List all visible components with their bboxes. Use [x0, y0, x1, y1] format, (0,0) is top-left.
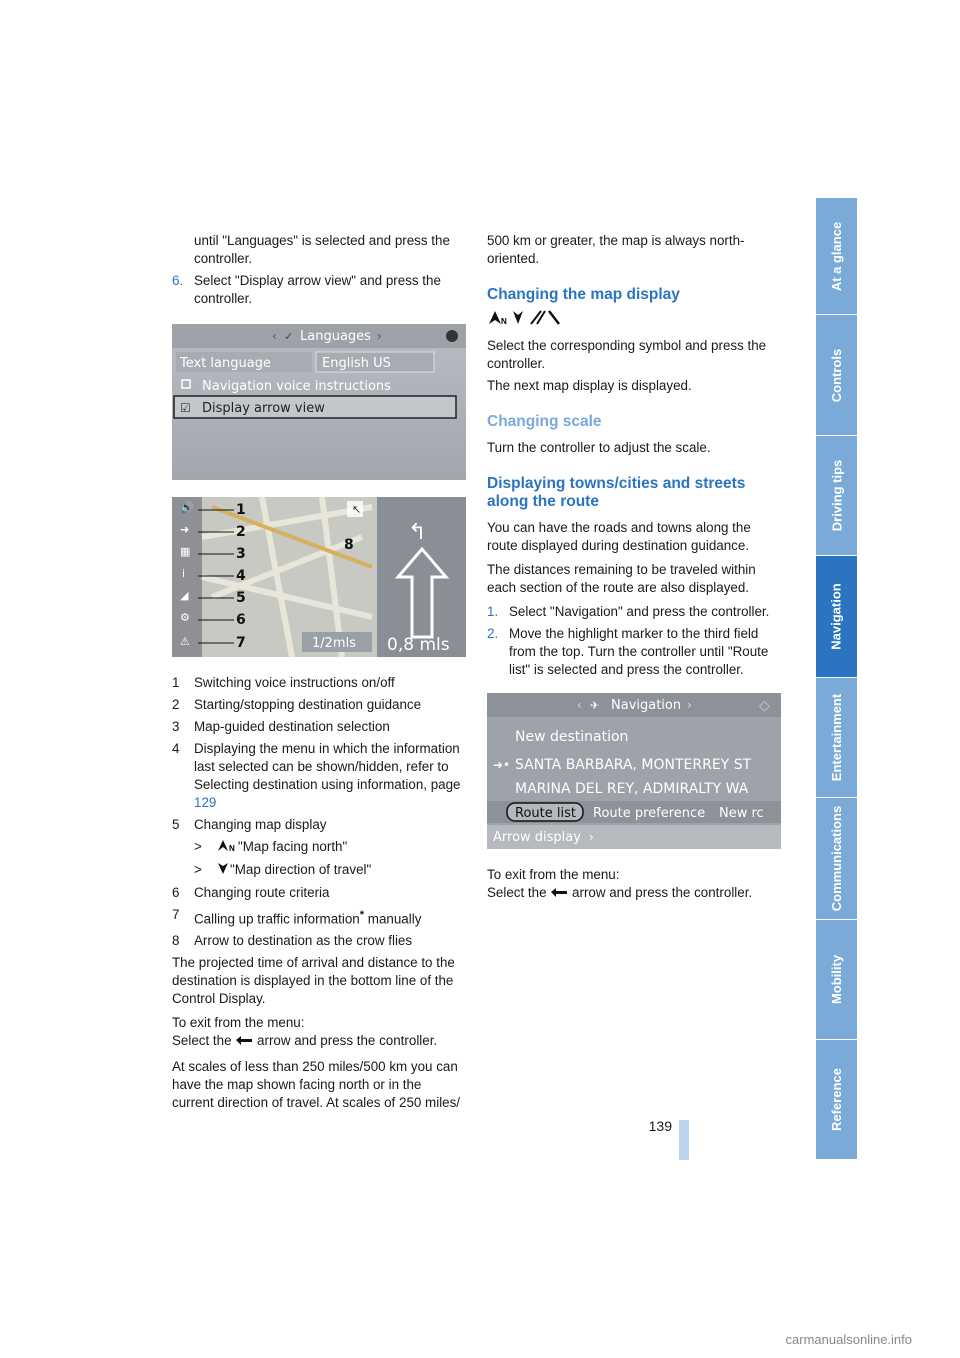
- legend-item: 5 Changing map display: [172, 817, 327, 832]
- scales-paragraph: At scales of less than 250 miles/500 km you can have the map shown facing north or in the current direction of travel. At scales of 250 miles/: [172, 1059, 461, 1111]
- footer-watermark: carmanualsonline.info: [785, 1332, 912, 1347]
- heading-changing-map: Changing the map display: [487, 286, 680, 303]
- step-2: 2. Move the highlight marker to the third field from the top. Turn the controller until "Route list" is selected and press the controller.: [487, 626, 769, 677]
- turn-controller-text: Turn the controller to adjust the scale.: [487, 440, 711, 455]
- legend-item: 7 Calling up traffic information* manually: [172, 907, 422, 927]
- svg-text:Text language: Text language: [180, 356, 271, 371]
- legend-item: 3 Map-guided destination selection: [172, 719, 390, 734]
- legend-item: 4 Displaying the menu in which the information last selected can be shown/hidden, refer to Selecting destination using information, page 129: [172, 741, 461, 810]
- page-link[interactable]: 129: [194, 795, 217, 810]
- svg-text:‹: ‹: [577, 698, 582, 712]
- tab-entertainment[interactable]: Entertainment: [816, 678, 857, 798]
- svg-text:5: 5: [236, 590, 246, 606]
- projected-paragraph: The projected time of arrival and distance to the destination is displayed in the bottom line of the Control Display.: [172, 955, 455, 1007]
- svg-text:i: i: [182, 567, 186, 580]
- svg-text:3: 3: [236, 546, 246, 562]
- sub-item-north: > N "Map facing north": [172, 838, 466, 857]
- svg-text:☑: ☑: [180, 401, 191, 415]
- svg-text:✈: ✈: [590, 699, 600, 712]
- svg-text:Route list: Route list: [515, 806, 576, 821]
- svg-text:Navigation voice instructions: Navigation voice instructions: [202, 379, 391, 394]
- legend-list: [172, 674, 466, 950]
- next-map-text: The next map display is displayed.: [487, 378, 692, 393]
- svg-text:2: 2: [236, 524, 246, 540]
- page-marker: [679, 1120, 689, 1160]
- legend-item: 2 Starting/stopping destination guidance: [172, 697, 422, 712]
- svg-text:English US: English US: [322, 356, 391, 371]
- section-sidebar: [816, 198, 857, 1160]
- svg-text:⚙: ⚙: [180, 611, 190, 624]
- exit-line-2-right: Select the arrow and press the controller.: [487, 884, 781, 904]
- svg-text:◇: ◇: [759, 698, 770, 714]
- exit-line-1-right: To exit from the menu:: [487, 867, 620, 882]
- map-travel-direction-icon: [216, 861, 230, 880]
- legend-item: 1 Switching voice instructions on/off: [172, 675, 395, 690]
- intro-text: until "Languages" is selected and press the controller.: [194, 233, 450, 266]
- exit-line-2: Select the arrow and press the controller.: [172, 1032, 466, 1052]
- back-arrow-icon: [235, 1034, 253, 1052]
- page-number: 139: [648, 1118, 672, 1134]
- legend-item: 8 Arrow to destination as the crow flies: [172, 933, 413, 949]
- legend-item: 6 Changing route criteria: [172, 885, 330, 900]
- languages-header: Languages: [300, 329, 371, 344]
- languages-screenshot: [172, 324, 466, 485]
- heading-towns: Displaying towns/cities and streets along the route: [487, 475, 746, 510]
- map-display-icons: [487, 308, 781, 331]
- svg-text:MARINA DEL REY, ADMIRALTY WA: MARINA DEL REY, ADMIRALTY WA: [515, 781, 749, 797]
- svg-text:↖: ↖: [352, 503, 362, 516]
- svg-text:Arrow display: Arrow display: [493, 830, 581, 845]
- svg-text:1/2mls: 1/2mls: [312, 636, 356, 651]
- svg-text:New destination: New destination: [515, 729, 629, 745]
- left-column: [172, 232, 466, 1116]
- svg-text:‹: ‹: [272, 329, 277, 343]
- map-screenshot: [172, 497, 466, 662]
- sub-item-travel: > "Map direction of travel": [172, 861, 466, 880]
- svg-text:◢: ◢: [180, 589, 189, 602]
- tab-driving-tips[interactable]: Driving tips: [816, 436, 857, 556]
- tab-reference[interactable]: Reference: [816, 1040, 857, 1160]
- svg-text:New rc: New rc: [719, 806, 764, 821]
- continued-text: 500 km or greater, the map is always north-oriented.: [487, 233, 745, 266]
- tab-controls[interactable]: Controls: [816, 315, 857, 436]
- back-arrow-icon: [550, 886, 568, 904]
- select-symbol-text: Select the corresponding symbol and press the controller.: [487, 338, 767, 371]
- step-number: 6.: [172, 273, 184, 288]
- distances-text: The distances remaining to be traveled within each section of the route are also displayed.: [487, 562, 756, 595]
- svg-text:⚠: ⚠: [180, 635, 190, 648]
- right-column: [487, 232, 781, 908]
- heading-changing-scale: Changing scale: [487, 413, 602, 430]
- tab-communications[interactable]: Communications: [816, 798, 857, 920]
- step-text: Select "Display arrow view" and press the controller.: [194, 273, 441, 306]
- svg-text:›: ›: [377, 329, 382, 343]
- roads-text: You can have the roads and towns along the route displayed during destination guidance.: [487, 520, 751, 553]
- svg-text:➜: ➜: [180, 523, 190, 536]
- svg-text:8: 8: [344, 537, 354, 553]
- tab-navigation[interactable]: Navigation: [816, 556, 857, 678]
- map-north-icon: [216, 838, 238, 857]
- svg-text:Route preference: Route preference: [593, 806, 706, 821]
- step-1: 1. Select "Navigation" and press the controller.: [487, 604, 770, 619]
- svg-text:N: N: [229, 844, 235, 852]
- tab-mobility[interactable]: Mobility: [816, 920, 857, 1040]
- svg-text:N: N: [501, 317, 507, 326]
- svg-text:›: ›: [589, 830, 594, 844]
- svg-text:➜•: ➜•: [493, 758, 511, 772]
- navigation-screenshot: [487, 693, 781, 854]
- svg-text:7: 7: [236, 635, 246, 651]
- svg-text:0,8 mls: 0,8 mls: [387, 635, 450, 655]
- svg-text:SANTA BARBARA, MONTERREY ST: SANTA BARBARA, MONTERREY ST: [515, 757, 752, 773]
- svg-text:›: ›: [687, 698, 692, 712]
- svg-text:🔊: 🔊: [180, 501, 194, 514]
- exit-line-1: To exit from the menu:: [172, 1015, 305, 1031]
- svg-text:✓: ✓: [284, 330, 294, 343]
- svg-text:4: 4: [236, 568, 246, 584]
- svg-text:6: 6: [236, 612, 246, 628]
- svg-text:↰: ↰: [408, 520, 427, 545]
- svg-text:▦: ▦: [180, 545, 191, 558]
- svg-text:1: 1: [236, 502, 246, 518]
- navigation-header: Navigation: [611, 698, 682, 713]
- svg-text:Display arrow view: Display arrow view: [202, 401, 325, 416]
- tab-at-a-glance[interactable]: At a glance: [816, 198, 857, 315]
- step-6: [172, 272, 466, 308]
